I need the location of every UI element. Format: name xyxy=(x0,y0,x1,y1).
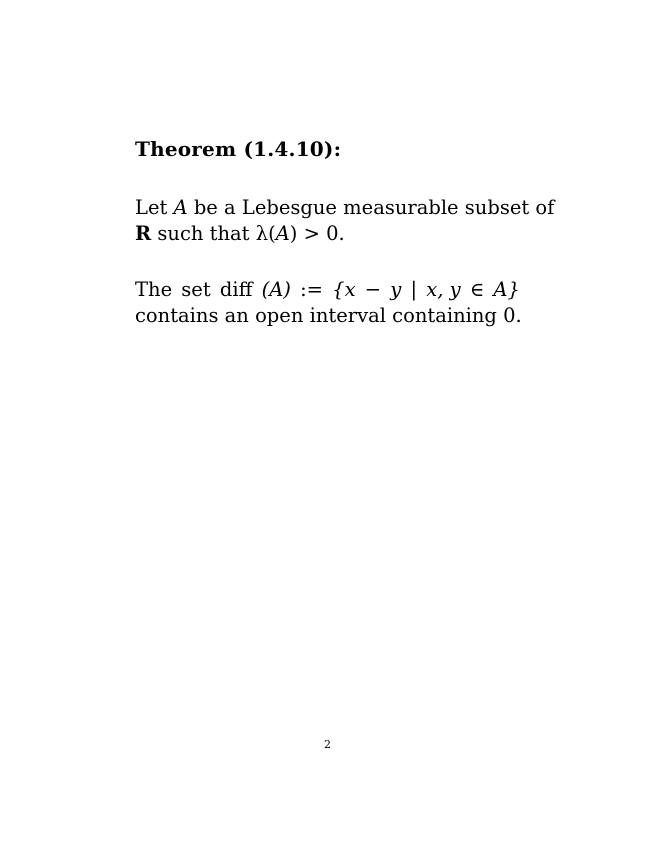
token-set: set xyxy=(181,278,211,301)
hypothesis-paragraph xyxy=(135,195,555,247)
word-let: Let xyxy=(135,196,168,219)
token-diff: diff xyxy=(219,278,253,301)
variable-a-measure: A xyxy=(275,222,290,245)
conclusion-line-1 xyxy=(135,277,520,303)
token-bar: | xyxy=(410,278,418,301)
open-paren: ( xyxy=(268,222,276,245)
token-x-y: x, y xyxy=(426,278,461,301)
measure-condition: ) > 0. xyxy=(289,222,345,245)
hypothesis-text: be a Lebesgue measurable subset of xyxy=(193,196,555,219)
theorem-block xyxy=(135,136,555,329)
token-open-brace-x: {x xyxy=(332,278,356,301)
page-number: 2 xyxy=(324,738,331,751)
reals-symbol: R xyxy=(135,222,152,245)
conclusion-paragraph xyxy=(135,277,523,329)
such-that-text: such that xyxy=(157,222,250,245)
conclusion-line-2: contains an open interval containing 0. xyxy=(135,304,522,327)
token-element-of: ∈ xyxy=(469,278,485,301)
token-minus: − xyxy=(364,278,382,301)
token-a-close-brace: A} xyxy=(493,278,520,301)
lambda-symbol: λ xyxy=(255,222,269,245)
hypothesis-line-1 xyxy=(135,195,555,221)
theorem-heading: Theorem (1.4.10): xyxy=(135,137,342,161)
hypothesis-line-2 xyxy=(135,221,523,247)
variable-a: A xyxy=(173,196,188,219)
token-defined-as: := xyxy=(300,278,323,301)
token-the: The xyxy=(135,278,173,301)
token-paren-a: (A) xyxy=(261,278,291,301)
token-y: y xyxy=(390,278,402,301)
